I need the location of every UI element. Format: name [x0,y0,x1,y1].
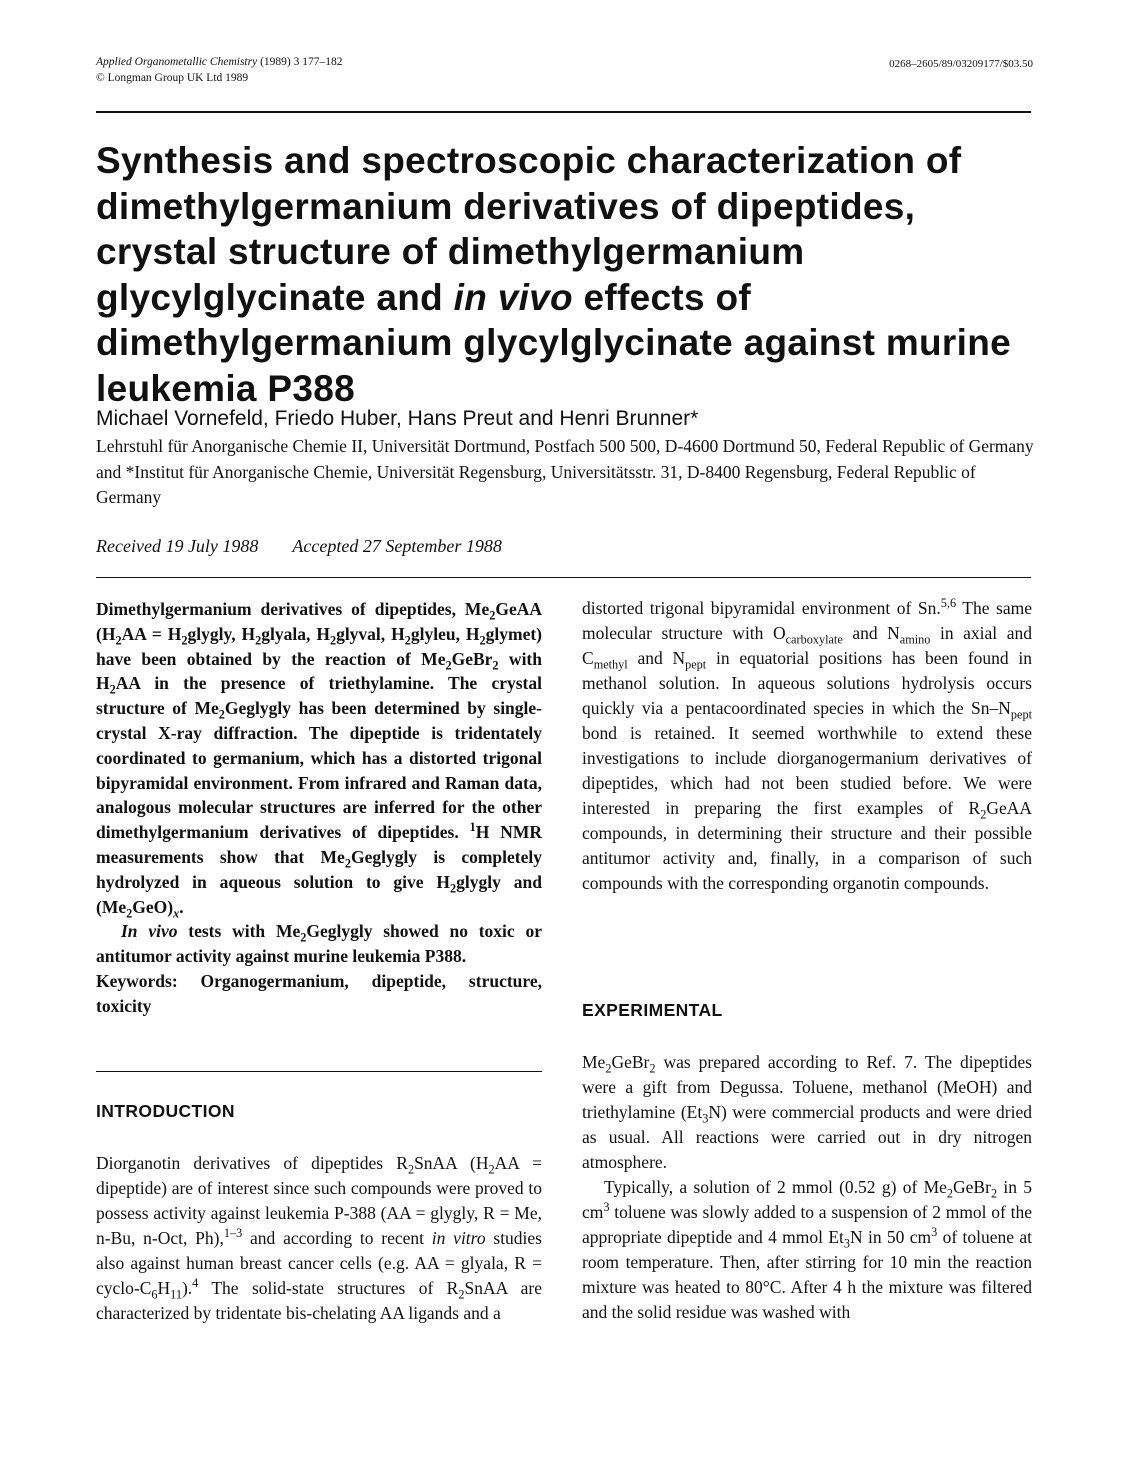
header-rule [96,111,1031,113]
body-paragraph: distorted trigonal bipyramidal environment of Sn.$^{5,6}$ The same molecular structure with $O_{carboxylate}$ and $N_{amino}$ in axial and $C_{methyl}$ and $N_{pept}$ in equatorial positions has been found in methanol solution. In aqueous solutions hydrolysis occurs quickly via a pentacoordinated species in which the $Sn-N_{pept}$ bond is retained. It seemed worthwhile to extend these investigations to include diorganogermanium derivatives of dipeptides, which had not been studied before. We were interested in preparing the first examples of $R_2GeAA$ compounds, in determining their structure and their possible antitumor activity and, finally, in a comparison of such compounds with the corresponding organotin compounds. [582,596,1033,893]
abstract-paragraph: Dimethylgermanium derivatives of dipeptides, $Me_2GeAA$ ($H_2AA$ = $H_2glygly$, $H_2glyala$, $H_2glyval$, $H_2glyleu$, $H_2glymet$) have been obtained by the reaction of $Me_2GeBr_2$ with $H_2AA$ in the presence of triethylamine. The crystal structure of $Me_2Geglygly$ has been determined by single-crystal X-ray diffraction. The dipeptide is tridentately coordinated to germanium, which has a distorted trigonal bipyramidal environment. From infrared and Raman data, analogous molecular structures are inferred for the other dimethylgermanium derivatives of dipeptides. $^1$H NMR measurements show that $Me_2Geglygly$ is completely hydrolyzed in aqueous solution to give $H_2glygly$ and $(Me_2GeO)_x$. [96,599,543,921]
title-part-1: Synthesis and spectroscopic characterization of dimethylgermanium derivatives of dipeptides, crystal structure of dimethylgermanium glycylglycinate and [96,140,962,318]
article-dates [96,536,502,557]
received-date: Received 19 July 1988 [96,536,259,556]
author-list: Michael Vornefeld, Friedo Huber, Hans Preut and Henri Brunner* [96,407,699,430]
journal-name: Applied Organometallic Chemistry [96,56,258,68]
title-italic: in vivo [453,276,573,318]
body-paragraph: $Me_2GeBr_2$ was prepared according to Ref. 7. The dipeptides were a gift from Degussa. Toluene, methanol (MeOH) and triethylamine $(Et_3N)$ were commercial products and were dried as usual. All reactions were carried out in dry nitrogen atmosphere. [582,1052,1032,1172]
keywords-list: Organogermanium, dipeptide, structure, toxicity [96,970,542,1016]
article-code: 0268–2605/89/03209177/$03.50 [889,58,1033,70]
article-title [96,138,1036,411]
journal-details: (1989) 3 177–182 [260,56,343,68]
keywords-label: Keywords: [96,970,178,991]
abstract-rule [96,1071,542,1072]
introduction-continued [582,596,1032,896]
section-heading-introduction: INTRODUCTION [96,1101,235,1121]
title-rule [96,577,1031,578]
abstract [96,597,542,1019]
section-heading-experimental: EXPERIMENTAL [582,1000,723,1020]
journal-header [96,54,343,86]
experimental-text [582,1050,1032,1325]
body-paragraph: Diorganotin derivatives of dipeptides $R_2SnAA$ ($H_2AA$ = dipeptide) are of interest since such compounds were proved to possess activity against leukemia P-388 (AA = glygly, R = Me, n-Bu, n-Oct, Ph),$^{1-3}$ and according to recent in vitro studies also against human breast cancer cells (e.g. AA = glyala, R = cyclo-$C_6H_{11}).^4$ The solid-state structures of $R_2SnAA$ are characterized by tridentate bis-chelating AA ligands and a [96,1153,543,1323]
accepted-date: Accepted 27 September 1988 [292,536,502,556]
keywords [96,969,542,1019]
copyright-line: © Longman Group UK Ltd 1989 [96,72,249,84]
affiliation: Lehrstuhl für Anorganische Chemie II, Universität Dortmund, Postfach 500 500, D-4600 Dortmund 50, Federal Republic of Germany and *Institut für Anorganische Chemie, Universität Regensburg, Universitätsstr. 31, D-8400 Regensburg, Federal Republic of Germany [96,436,1034,507]
abstract-paragraph: In vivo tests with $Me_2Geglygly$ showed no toxic or antitumor activity against murine leukemia P388. [96,921,542,967]
introduction-text [96,1151,542,1326]
title-part-2: effects of dimethylgermanium glycylglycinate against murine leukemia P388 [96,276,1011,409]
body-paragraph: Typically, a solution of 2 mmol (0.52 g) of $Me_2GeBr_2$ in 5 $cm^3$ toluene was slowly added to a suspension of 2 mmol of the appropriate dipeptide and 4 mmol $Et_3N$ in 50 $cm^3$ of toluene at room temperature. Then, after stirring for 10 min the reaction mixture was heated to 80°C. After 4 h the mixture was filtered and the solid residue was washed with [582,1177,1032,1322]
